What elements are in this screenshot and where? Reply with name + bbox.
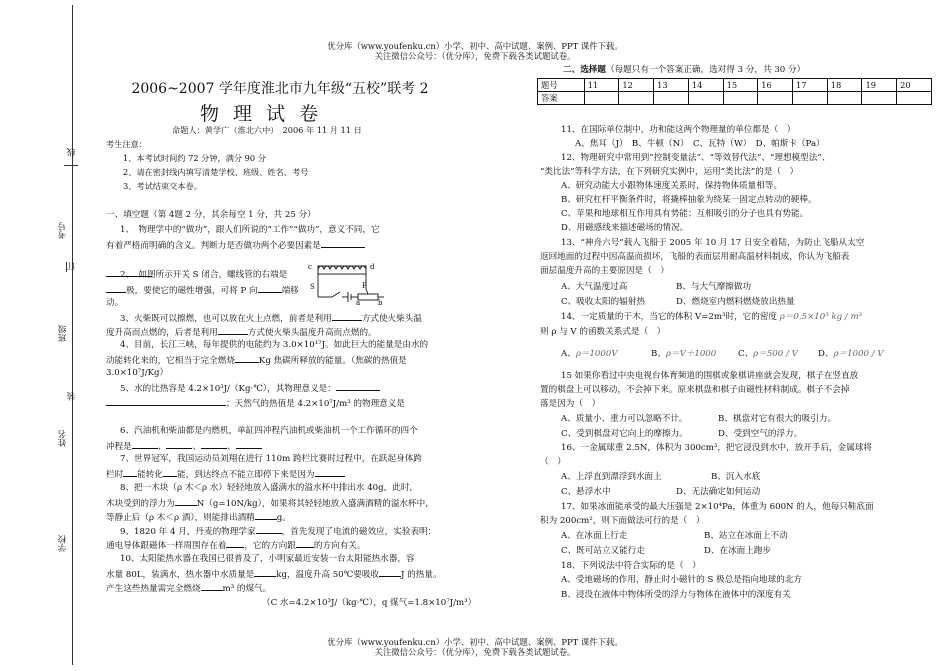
q4-line2-end: Kg 焦碳所释放的能量。（焦碳的热值是 — [258, 356, 407, 366]
label-p: P — [362, 282, 367, 290]
q14-option-b: B、 — [651, 349, 666, 359]
q3-line2-end: 方式使火柴头温度升高而点燃的。 — [247, 328, 377, 338]
q10-line3: 产生这些热量需完全燃烧 — [106, 584, 201, 594]
q8-line2: 木块受到的浮力为 — [106, 499, 175, 509]
q7-line2c: 能，到达终点不能立即停下来是因为 — [177, 470, 315, 480]
answer-cell[interactable] — [584, 92, 619, 105]
table-num-14: 14 — [688, 79, 723, 92]
answer-table — [537, 78, 932, 105]
q18-option-b: B、浸没在液体中物体所受的浮力与物体在液体中的深度有关 — [561, 590, 791, 600]
class-label: 班级 — [58, 325, 68, 342]
q15-option-d: D、受到空气的浮力。 — [718, 429, 803, 439]
q15-line2: 置的棋盘上可以移动，不会掉下来。原来棋盘和棋子由磁性材料制成。棋子不会掉 — [540, 385, 850, 395]
q13-line2: 返回地面的过程中因高温而损坏，飞船的表面层用耐高温材料制成，你认为飞船表 — [540, 252, 850, 262]
table-num-15: 15 — [723, 79, 758, 92]
q16-option-c: C、悬浮水中 — [561, 487, 611, 497]
label-a: a — [356, 299, 361, 305]
q9-line2-mid: ，它的方向跟 — [244, 541, 296, 551]
q7-line2a: 栏时 — [106, 470, 124, 480]
q14-formula-rho: ρ＝0.5×10³ kg / m³ — [779, 312, 863, 322]
q15-line1: 15 如果你看过中央电视台体育频道的围棋或象棋讲座就会发现，棋子在竖直放 — [561, 371, 859, 381]
table-num-11: 11 — [584, 79, 619, 92]
q18-option-a: A、受地磁场的作用，静止时小磁针的 S 极总是指向地球的北方 — [561, 575, 802, 585]
answer-cell[interactable] — [793, 92, 828, 105]
note-3: 3、考试结束交本卷。 — [123, 181, 202, 191]
q13-option-b: B、与大气摩擦做功 — [676, 282, 752, 292]
exam-subject: 物 理 试 卷 — [200, 103, 323, 125]
q13-option-d: D、燃烧室内燃料燃烧放出热量 — [676, 297, 795, 307]
q13-line3: 面层温度升高的主要原因是（ ） — [540, 266, 669, 276]
q16-line1: 16、一金属球重 2.5N，体积为 300cm³，把它浸没到水中，放开手后，金属球将 — [561, 443, 873, 453]
q16-option-b: B、沉入水底 — [711, 472, 761, 482]
q10-line2-mid: kg，温度升高 50℃要吸收 — [276, 570, 380, 580]
q14-formula-a: ρ＝1000V — [575, 349, 618, 359]
label-s: S — [310, 283, 315, 291]
author-line: 命题人：黄学广（淮北六中） 2006 年 11 月 11 日 — [172, 125, 362, 135]
q5-blank-1[interactable] — [336, 381, 380, 391]
q11-stem: 11、在国际单位制中，功和能这两个物理量的单位都是（ ） — [561, 125, 796, 135]
q3-blank-1[interactable] — [332, 311, 362, 321]
q12-line2: “类比法”等科学方法，在下列研究实例中，运用“类比法”的是（ ） — [540, 167, 799, 177]
q10-blank-3[interactable] — [201, 581, 223, 591]
q7-line1: 7、世界冠军，我国运动员刘翔在进行 110m 跨栏比赛时过程中，在跃起身体跨 — [120, 454, 422, 464]
q9-line2: 通电导体跟磁体一样周围存在着 — [106, 541, 227, 551]
q2-line3: 动。 — [106, 298, 124, 308]
q13-option-a: A、大气温度过高 — [561, 282, 628, 292]
answer-cell[interactable] — [654, 92, 689, 105]
q8-blank-1[interactable] — [175, 496, 197, 506]
q2-line2: 极，要使它的磁性增强，可将 P 向 — [126, 286, 258, 296]
q16-option-d: D、无法确定如何运动 — [676, 487, 761, 497]
q18-stem: 18、下列说法中符合实际的是（ ） — [561, 561, 701, 571]
q14-formula-b: ρ＝V＋1000 — [665, 349, 717, 359]
answer-cell[interactable] — [862, 92, 897, 105]
answer-table-row-numbers — [538, 79, 932, 92]
q7-blank-2[interactable] — [163, 467, 177, 477]
q16-option-a: A、上浮直到漂浮到水面上 — [561, 472, 662, 482]
q17-option-b: B、站立在冰面上不动 — [704, 531, 788, 541]
q6-line1: 6、汽油机和柴油都是内燃机，单缸四冲程汽油机或柴油机一个工作循环的四个 — [120, 426, 418, 436]
answer-cell[interactable] — [619, 92, 654, 105]
q11-options: A、焦耳（J） B、牛顿（N） C、瓦特（W） D、帕斯卡（Pa） — [575, 139, 825, 149]
q8-line1: 8、把一木块（ρ 木＜ρ 水）轻轻地放入盛满水的溢水杯中排出水 40g，此时， — [120, 483, 419, 493]
answer-table-row-answers — [538, 92, 932, 105]
switch-icon — [332, 292, 340, 297]
label-c: c — [308, 263, 312, 271]
q14-option-a: A、 — [561, 349, 576, 359]
solenoid-circuit-diagram — [300, 259, 415, 305]
answer-cell[interactable] — [723, 92, 758, 105]
answer-cell[interactable] — [897, 92, 932, 105]
q2-line1: 2、 如图所示开关 S 闭合，螺线管的右端是 — [120, 270, 288, 280]
q9-blank-1[interactable] — [256, 524, 282, 534]
part2-heading: 二、选择题 — [563, 65, 606, 75]
mark-ding: 订 — [67, 262, 77, 271]
q13-option-c: C、吸收太阳的辐射热 — [561, 297, 645, 307]
q14-line1: 14、一定质量的干木，当它的体积 V=2m³时，它的密度 — [561, 312, 778, 322]
note-2: 2、请在密封线内填写清楚学校、班级、姓名、考号 — [123, 167, 309, 177]
q14-line2: 则 ρ 与 V 的函数关系式是（ ） — [540, 327, 666, 337]
notes-title: 考生注意： — [106, 139, 147, 149]
binding-line — [72, 5, 73, 665]
q8-line2-end: N（g=10N/kg），如果将其轻轻地放入盛满酒精的溢水杯中， — [196, 499, 434, 509]
name-label: 姓名 — [58, 430, 68, 447]
q4-blank[interactable] — [235, 353, 259, 363]
q4-line1: 4、目前，长江三峡，每年提供的电能约为 3.0×10¹⁷J。如此巨大的能量是由水的 — [120, 340, 429, 350]
q15-option-a: A、质量小、重力可以忽略不计。 — [561, 414, 688, 424]
q17-option-a: A、在冰面上行走 — [561, 531, 628, 541]
school-label: 学校 — [58, 535, 68, 552]
q10-line3-end: m³ 的煤气。 — [222, 584, 272, 594]
q7-blank-1[interactable] — [123, 467, 137, 477]
label-d: d — [370, 263, 375, 271]
answer-cell[interactable] — [827, 92, 862, 105]
exam-no-label: 考号 — [58, 222, 68, 239]
q10-blank-1[interactable] — [254, 567, 276, 577]
q14-option-d: D、 — [818, 349, 834, 359]
table-label-answer: 答案 — [538, 92, 585, 105]
part1-heading: 一、填空题（第 4题 2 分，其余每空 1 分，共 25 分） — [106, 210, 316, 220]
q9-line2-end: 的方向有关。 — [313, 541, 366, 551]
q4-line2: 动能转化来的，它相当于完全燃烧 — [106, 356, 235, 366]
q6-blank-2[interactable] — [166, 439, 192, 449]
q10-constants: （C 水=4.2×10³J/（kg·℃），q 煤气=1.8×10⁷J/m³） — [262, 598, 477, 608]
table-num-16: 16 — [758, 79, 793, 92]
q9-line1-end: ，首先发现了电流的磁效应，实验表明： — [281, 527, 437, 537]
exam-title: 2006~2007 学年度淮北市九年级“五校”联考 2 — [131, 81, 429, 97]
q6-line2: 冲程是 — [106, 442, 132, 452]
q17-line2: 积为 200cm²，则下面做法可行的是（ ） — [540, 516, 705, 526]
q8-line3-end: g。 — [276, 513, 291, 523]
q14-formula-d: ρ＝1000 / V — [833, 349, 884, 359]
q15-option-b: B、棋盘对它有很大的吸引力。 — [718, 414, 837, 424]
q6-blank-3[interactable] — [201, 439, 227, 449]
footer-ad-line1: 优分库（www.youfenku.cn）小学、初中、高中试题、案例、PPT 课件下载。 — [327, 637, 623, 647]
answer-cell[interactable] — [758, 92, 793, 105]
table-num-20: 20 — [897, 79, 932, 92]
q12-option-a: A、研究动能大小跟物体速度关系时，保持物体质量相等。 — [561, 181, 783, 191]
q9-blank-2[interactable] — [226, 538, 244, 548]
q12-option-c: C、苹果和地球相互作用具有势能；互相吸引的分子也具有势能。 — [561, 209, 809, 219]
q1-blank[interactable] — [321, 238, 365, 248]
q4-line3: 3.0×10⁷J/Kg） — [106, 368, 169, 378]
footer-ad-line2: 关注微信公众号：（优分库），免费下载各类试题试卷。 — [374, 647, 576, 657]
q16-line2: （ ） — [540, 457, 566, 467]
table-num-17: 17 — [793, 79, 828, 92]
q2-line2-end: 端移 — [281, 286, 299, 296]
q5-line2: ；天然气的热值是 4.2×10⁷J/m³ 的物理意义是 — [226, 399, 405, 409]
q14-option-c: C、 — [738, 349, 754, 359]
q17-line1: 17、如果冰面能承受的最大压强是 2×10⁴Pa，体重为 600N 的人，他每只鞋底面 — [561, 502, 874, 512]
q3-line1-end: 方式使火柴头温 — [361, 314, 422, 324]
q9-blank-3[interactable] — [296, 538, 314, 548]
table-label-question-no: 题号 — [538, 79, 585, 92]
q12-option-b: B、研究杠杆平衡条件时，将撬棒抽象为绕某一固定点转动的硬棒。 — [561, 195, 817, 205]
q7-line2b: 能转化 — [137, 470, 163, 480]
table-num-12: 12 — [619, 79, 654, 92]
q10-blank-2[interactable] — [379, 567, 401, 577]
q3-line2: 度升高而点燃的，后者是利用 — [106, 328, 218, 338]
q3-blank-2[interactable] — [218, 325, 248, 335]
q15-option-c: C、受到棋盘对它向上的摩擦力。 — [561, 429, 688, 439]
q17-option-d: D、在冰面上跑步 — [704, 546, 772, 556]
q13-line1: 13、“神舟六号”载人飞船于 2005 年 10 月 17 日安全着陆，为防止飞船从太空 — [561, 238, 865, 248]
answer-cell[interactable] — [688, 92, 723, 105]
q7-blank-3[interactable] — [315, 467, 345, 477]
header-ad-line1: 优分库（www.youfenku.cn）小学、初中、高中试题、案例、PPT 课件下载。 — [327, 41, 623, 51]
header-ad-line2: 关注微信公众号：（优分库），免费下载各类试题试卷。 — [374, 51, 576, 61]
q1-line2: 有着严格而明确的含义。判断力是否做功两个必要因素是 — [106, 241, 321, 251]
q5-line1: 5、水的比热容是 4.2×10³J/（Kg·℃），其物理意义是： — [120, 384, 336, 394]
mark-line: 线 — [67, 148, 77, 157]
q17-option-c: C、既可站立又能行走 — [561, 546, 645, 556]
q14-formula-c: ρ＝500 / V — [753, 349, 798, 359]
table-num-13: 13 — [654, 79, 689, 92]
q2-blank-dir[interactable] — [258, 283, 282, 293]
q8-blank-2[interactable] — [255, 510, 277, 520]
q12-line1: 12、物理研究中常用到“控制变量法”、“等效替代法”、“理想模型法”、 — [561, 153, 831, 163]
coil-icon — [318, 266, 366, 269]
q2-blank-pole[interactable] — [106, 283, 126, 293]
q10-line1: 10、太阳能热水器在我国已很普及了，小明家最近安装一台太阳能热水器，容 — [120, 554, 415, 564]
q8-line3: 等静止后（ρ 木＜ρ 酒），则能排出酒精 — [106, 513, 255, 523]
q12-option-d: D、用磁感线来描述磁场的情况。 — [561, 223, 689, 233]
q10-line2-end: J 的热量。 — [401, 570, 442, 580]
q10-line2: 水量 80L，装满水，热水器中水质量是 — [106, 570, 255, 580]
table-num-18: 18 — [827, 79, 862, 92]
q6-blank-4[interactable] — [236, 439, 262, 449]
label-b: b — [378, 299, 383, 305]
q6-blank-1[interactable] — [132, 439, 158, 449]
part2-heading-note: （每题只有一个答案正确，选对得 3 分，共 30 分） — [605, 65, 806, 75]
q9-line1: 9、1820 年 4 月，丹麦的物理学家 — [120, 527, 256, 537]
q1-line1: 1、 物理学中的“做功”，跟人们所说的“工作”“做功”，意义不同，它 — [120, 225, 380, 235]
note-1: 1、本考试时间约 72 分钟，满分 90 分 — [123, 153, 266, 163]
q15-line3: 落是因为（ ） — [540, 399, 601, 409]
q3-line1: 3、火柴既可以擦燃，也可以放在火上点燃，前者是利用 — [120, 314, 332, 324]
mark-zhuang: 装 — [67, 392, 77, 401]
binding-dash — [64, 165, 78, 166]
q5-blank-2[interactable] — [106, 396, 226, 406]
table-num-19: 19 — [862, 79, 897, 92]
